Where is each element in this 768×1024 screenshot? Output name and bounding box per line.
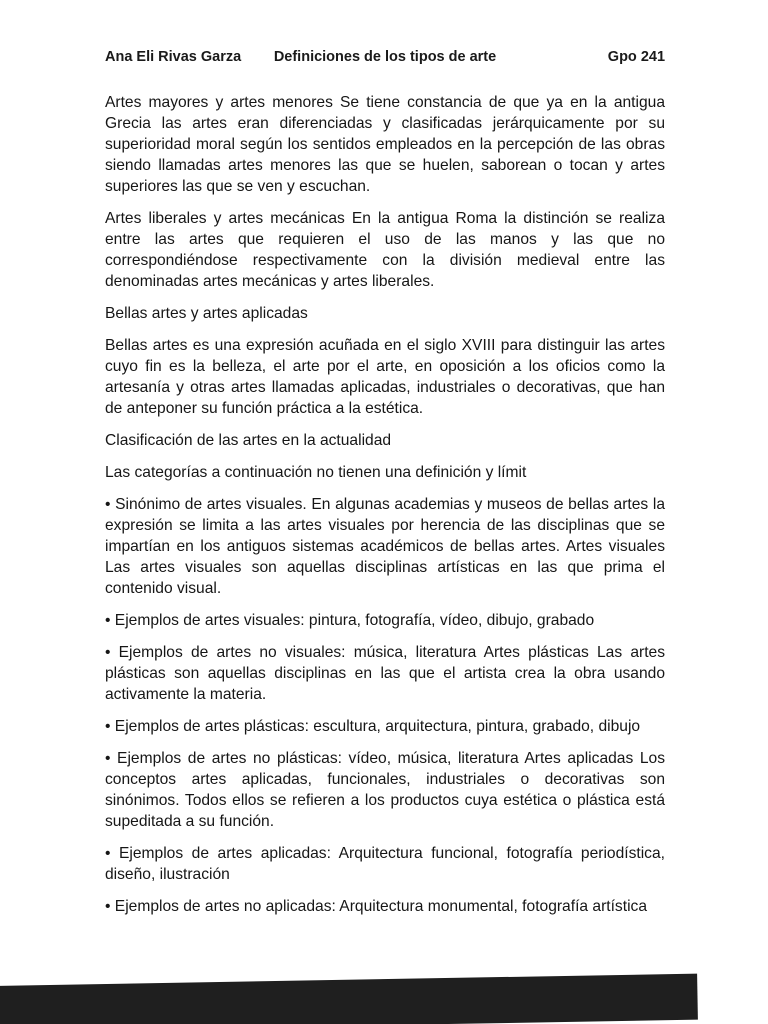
paragraph: Bellas artes y artes aplicadas — [105, 305, 308, 322]
header-author: Ana Eli Rivas Garza — [105, 49, 242, 65]
paragraph: Las categorías a continuación no tienen una definición y límit — [105, 464, 527, 481]
page-bottom-strip — [0, 974, 698, 1024]
page-header — [0, 0, 768, 66]
header-title: Definiciones de los tipos de arte — [273, 49, 497, 65]
paragraph: • Ejemplos de artes plásticas: escultura, arquitectura, pintura, grabado, dibujo — [105, 718, 641, 735]
paragraph: • Ejemplos de artes no aplicadas: Arquitectura monumental, fotografía artística — [105, 898, 647, 915]
paragraph: Clasificación de las artes en la actualidad — [105, 432, 392, 449]
paragraph: • Ejemplos de artes visuales: pintura, fotografía, vídeo, dibujo, grabado — [105, 612, 595, 629]
paragraph: • Ejemplos de artes no plásticas: vídeo, música, literatura Artes aplicadas Los conceptos artes aplicadas, funcionales, industriales o decorativas son sinónimos. Todos ellos se refieren a los productos cuya estética o plástica está supeditada a su función. — [105, 750, 665, 830]
paragraph: • Ejemplos de artes no visuales: música, literatura Artes plásticas Las artes plásticas son aquellas disciplinas en las que el artista crea la obra usando activamente la materia. — [105, 644, 665, 703]
paragraph: Artes mayores y artes menores Se tiene constancia de que ya en la antigua Grecia las artes eran diferenciadas y clasificadas jerárquicamente por su superioridad moral según los sentidos empleados en la percepción de las obras siendo llamadas artes menores las que se huelen, saborean o tocan y artes superiores las que se ven y escuchan. — [105, 94, 665, 195]
paragraph: Artes liberales y artes mecánicas En la antigua Roma la distinción se realiza entre las artes que requieren el uso de las manos y las que no correspondiéndose respectivamente con la división medieval entre las denominadas artes mecánicas y artes liberales. — [105, 210, 665, 290]
paragraph: • Sinónimo de artes visuales. En algunas academias y museos de bellas artes la expresión se limita a las artes visuales por herencia de las disciplinas que se impartían en los antiguos sistemas académicos de bellas artes. Artes visuales Las artes visuales son aquellas disciplinas artísticas en las que prima el contenido visual. — [105, 496, 665, 597]
paragraph: • Ejemplos de artes aplicadas: Arquitectura funcional, fotografía periodística, diseño, ilustración — [105, 845, 665, 883]
paragraph: Bellas artes es una expresión acuñada en el siglo XVIII para distinguir las artes cuyo fin es la belleza, el arte por el arte, en oposición a los oficios como la artesanía y otras artes llamadas aplicadas, industriales o decorativas, que han de anteponer su función práctica a la estética. — [105, 337, 665, 417]
document-body — [0, 66, 768, 917]
header-group: Gpo 241 — [607, 49, 666, 65]
